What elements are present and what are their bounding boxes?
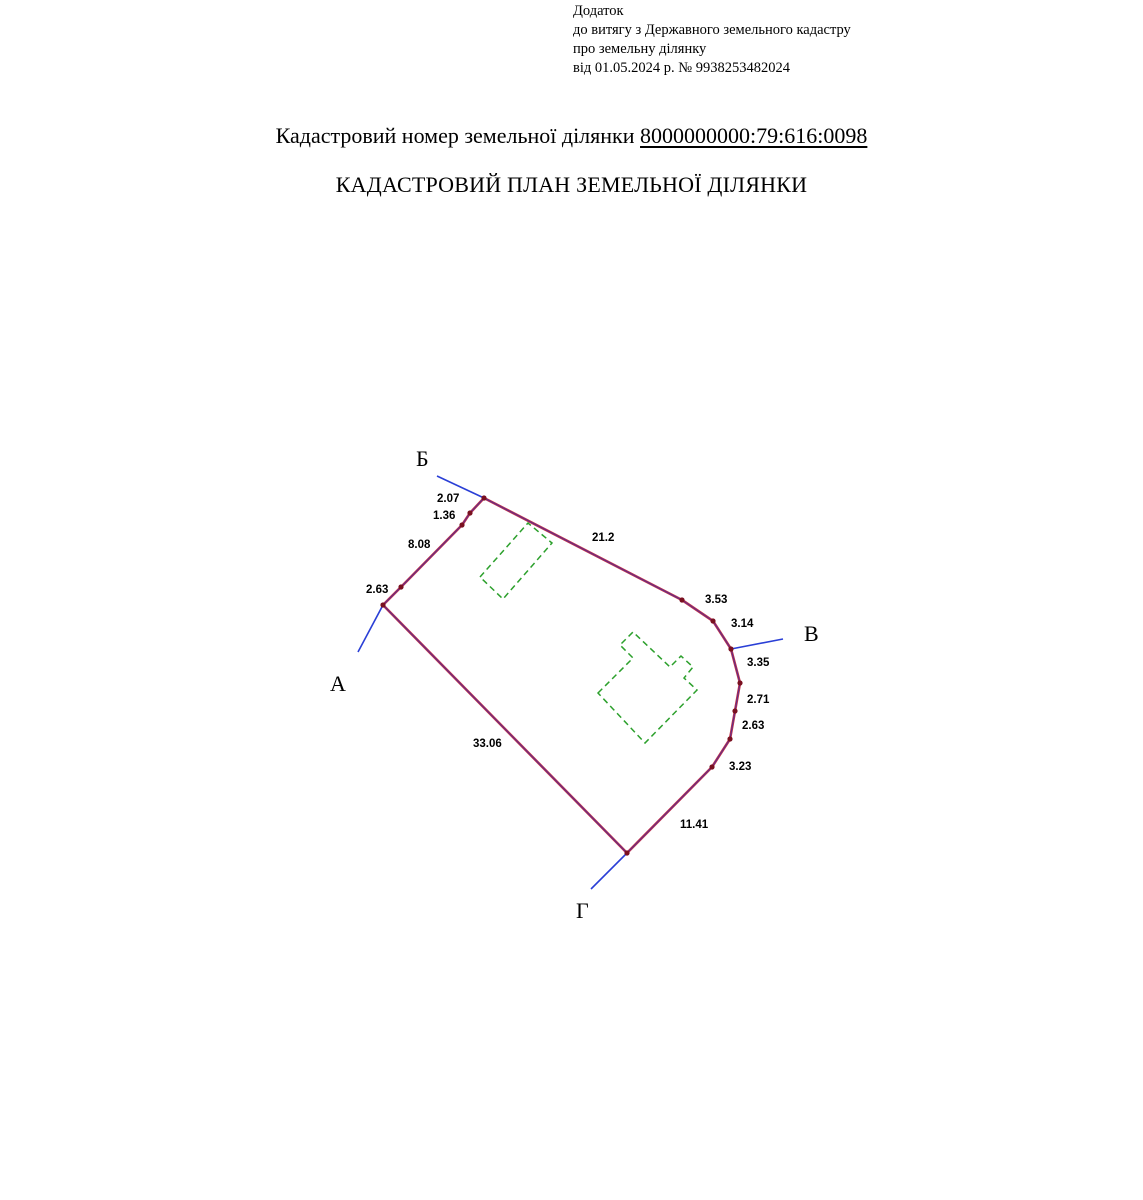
neighbor-line-g <box>591 853 627 889</box>
vertex <box>709 764 714 769</box>
segment-length-label: 2.71 <box>747 694 770 706</box>
parcel-boundary-inner <box>383 498 740 853</box>
segment-length-label: 3.35 <box>747 657 770 669</box>
segment-length-label: 11.41 <box>680 819 709 831</box>
corner-label-g: Г <box>576 898 589 923</box>
neighbor-line-a <box>358 605 383 652</box>
vertex <box>380 602 385 607</box>
segment-length-label: 3.53 <box>705 594 728 606</box>
cadastral-number-label: Кадастровий номер земельної ділянки <box>275 123 635 148</box>
vertex <box>727 736 732 741</box>
vertex <box>481 495 486 500</box>
vertex <box>679 597 684 602</box>
vertex <box>710 618 715 623</box>
vertex <box>624 850 629 855</box>
neighbor-lines <box>358 476 783 889</box>
annex-line-2: до витягу з Державного земельного кадастру <box>573 22 851 38</box>
buildings <box>480 523 697 743</box>
building-main <box>598 632 697 743</box>
corner-label-v: В <box>804 621 819 646</box>
building-small <box>480 523 552 599</box>
vertex <box>467 510 472 515</box>
plan-title: КАДАСТРОВИЙ ПЛАН ЗЕМЕЛЬНОЇ ДІЛЯНКИ <box>335 172 808 197</box>
annex-line-1: Додаток <box>573 3 624 19</box>
segment-length-label: 1.36 <box>433 510 456 522</box>
vertex <box>732 708 737 713</box>
vertex <box>459 522 464 527</box>
vertex <box>737 680 742 685</box>
cadastral-number-value: 8000000000:79:616:0098 <box>640 123 868 148</box>
neighbor-line-v <box>731 639 783 649</box>
corner-label-b: Б <box>416 446 429 471</box>
segment-length-label: 2.07 <box>437 493 460 505</box>
corner-label-a: А <box>330 671 346 696</box>
annex-line-4: від 01.05.2024 р. № 9938253482024 <box>573 60 790 76</box>
segment-length-label: 3.23 <box>729 761 752 773</box>
segment-length-label: 2.63 <box>742 720 765 732</box>
vertex <box>398 584 403 589</box>
annex-line-3: про земельну ділянку <box>573 41 707 57</box>
segment-length-label: 2.63 <box>366 584 389 596</box>
vertex <box>728 646 733 651</box>
segment-length-label: 3.14 <box>731 618 754 630</box>
segment-length-label: 8.08 <box>408 539 431 551</box>
boundary-vertices <box>380 495 742 855</box>
segment-length-label: 21.2 <box>592 532 615 544</box>
segment-length-label: 33.06 <box>473 738 502 750</box>
